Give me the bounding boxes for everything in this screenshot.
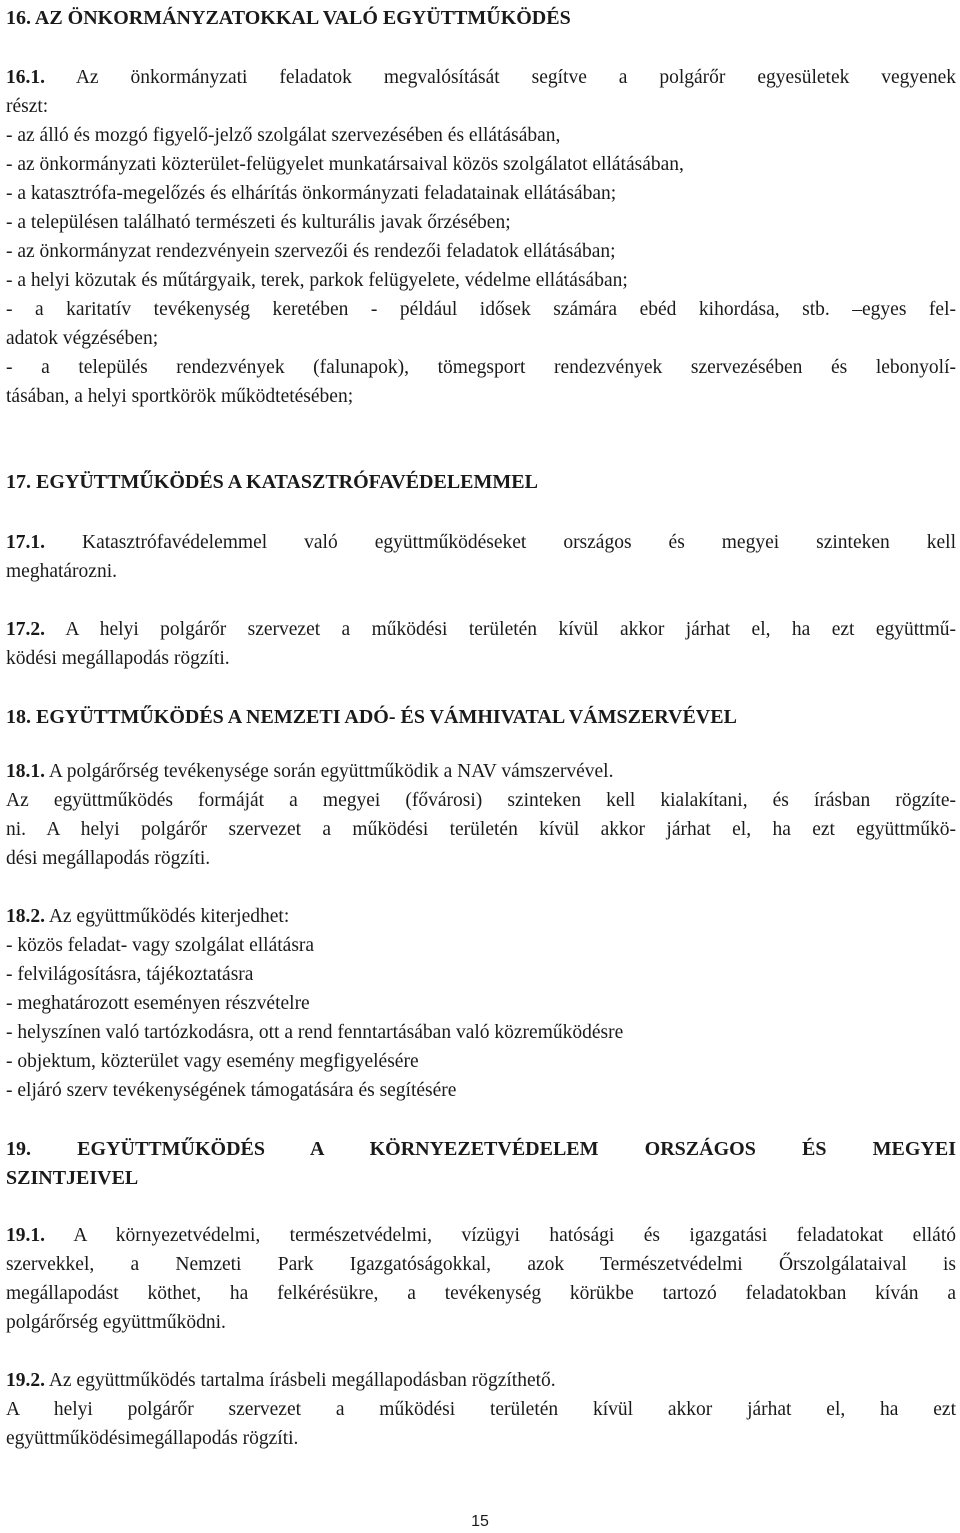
list-item: - eljáró szerv tevékenységének támogatására és segítésére bbox=[6, 1080, 457, 1101]
list-item: - felvilágosításra, tájékoztatásra bbox=[6, 964, 254, 985]
paragraph-18-1-line-1: 18.1. A polgárőrség tevékenysége során együttműködik a NAV vámszervével. bbox=[6, 761, 614, 782]
paragraph-18-1-line-3: ni. A helyi polgárőr szervezet a működési területén kívül akkor járhat el, ha ezt együttműkö- bbox=[6, 819, 956, 840]
paragraph-17-2-line-2: ködési megállapodás rögzíti. bbox=[6, 648, 230, 669]
section-19-title-line-2: SZINTJEIVEL bbox=[6, 1167, 139, 1189]
paragraph-18-2-line-1: 18.2. Az együttműködés kiterjedhet: bbox=[6, 906, 290, 927]
list-item: - a település rendezvények (falunapok), tömegsport rendezvények szervezésében és lebonyolí- bbox=[6, 357, 956, 378]
paragraph-number: 18.1. bbox=[6, 761, 45, 782]
paragraph-19-2-line-1: 19.2. Az együttműködés tartalma írásbeli megállapodásban rögzíthető. bbox=[6, 1370, 556, 1391]
paragraph-17-2-line-1: 17.2. A helyi polgárőr szervezet a működési területén kívül akkor járhat el, ha ezt együttmű- bbox=[6, 619, 956, 640]
list-item: - objektum, közterület vagy esemény megfigyelésére bbox=[6, 1051, 419, 1072]
list-item-continuation: adatok végzésében; bbox=[6, 328, 159, 349]
paragraph-16-1-line-1: 16.1. Az önkormányzati feladatok megvalósítását segítve a polgárőr egyesületek vegyenek bbox=[6, 67, 956, 88]
paragraph-16-1-line-2: részt: bbox=[6, 96, 49, 117]
list-item: - helyszínen való tartózkodásra, ott a rend fenntartásában való közreműködésre bbox=[6, 1022, 624, 1043]
list-item-continuation: tásában, a helyi sportkörök működtetésében; bbox=[6, 386, 354, 407]
paragraph-19-1-line-3: megállapodást köthet, ha felkérésükre, a tevékenység körükbe tartozó feladatokban kíván a bbox=[6, 1283, 956, 1304]
list-item: - a településen található természeti és kulturális javak őrzésében; bbox=[6, 212, 511, 233]
page-number: 15 bbox=[471, 1513, 489, 1530]
paragraph-number: 16.1. bbox=[6, 67, 45, 88]
paragraph-19-1-line-1: 19.1. A környezetvédelmi, természetvédelmi, vízügyi hatósági és igazgatási feladatokat ellátó bbox=[6, 1225, 956, 1246]
paragraph-number: 17.2. bbox=[6, 619, 45, 640]
list-item: - az önkormányzati közterület-felügyelet munkatársaival közös szolgálatot ellátásában, bbox=[6, 154, 684, 175]
list-item: - a katasztrófa-megelőzés és elhárítás önkormányzati feladatainak ellátásában; bbox=[6, 183, 617, 204]
list-item: - meghatározott eseményen részvételre bbox=[6, 993, 310, 1014]
paragraph-number: 19.1. bbox=[6, 1225, 45, 1246]
list-item: - a karitatív tevékenység keretében - például idősek számára ebéd kihordása, stb. –egyes fel- bbox=[6, 299, 956, 320]
paragraph-17-1-line-1: 17.1. Katasztrófavédelemmel való együttműködéseket országos és megyei szinteken kell bbox=[6, 532, 957, 553]
list-item: - az önkormányzat rendezvényein szervezői és rendezői feladatok ellátásában; bbox=[6, 241, 616, 262]
paragraph-19-1-line-4: polgárőrség együttműködni. bbox=[6, 1312, 226, 1333]
paragraph-17-1-line-2: meghatározni. bbox=[6, 561, 117, 582]
paragraph-18-1-line-2: Az együttműködés formáját a megyei (fővárosi) szinteken kell kialakítani, és írásban rögzíte- bbox=[6, 790, 956, 811]
paragraph-number: 18.2. bbox=[6, 906, 45, 927]
paragraph-19-2-line-3: együttműködésimegállapodás rögzíti. bbox=[6, 1428, 299, 1449]
paragraph-19-2-line-2: A helyi polgárőr szervezet a működési területén kívül akkor járhat el, ha ezt bbox=[6, 1399, 956, 1420]
list-item: - a helyi közutak és műtárgyaik, terek, parkok felügyelete, védelme ellátásában; bbox=[6, 270, 628, 291]
paragraph-number: 19.2. bbox=[6, 1370, 45, 1391]
list-item: - közös feladat- vagy szolgálat ellátásra bbox=[6, 935, 315, 956]
section-16-title: 16. AZ ÖNKORMÁNYZATOKKAL VALÓ EGYÜTTMŰKÖDÉS bbox=[6, 7, 571, 29]
section-17-title: 17. EGYÜTTMŰKÖDÉS A KATASZTRÓFAVÉDELEMMEL bbox=[6, 471, 538, 493]
paragraph-18-1-line-4: dési megállapodás rögzíti. bbox=[6, 848, 211, 869]
paragraph-number: 17.1. bbox=[6, 532, 45, 553]
list-item: - az álló és mozgó figyelő-jelző szolgálat szervezésében és ellátásában, bbox=[6, 125, 561, 146]
section-18-title: 18. EGYÜTTMŰKÖDÉS A NEMZETI ADÓ- ÉS VÁMHIVATAL VÁMSZERVÉVEL bbox=[6, 706, 737, 728]
section-19-title-line-1: 19. EGYÜTTMŰKÖDÉS A KÖRNYEZETVÉDELEM ORSZÁGOS ÉS MEGYEI bbox=[6, 1138, 956, 1160]
paragraph-19-1-line-2: szervekkel, a Nemzeti Park Igazgatóságokkal, azok Természetvédelmi Őrszolgálataival is bbox=[6, 1254, 956, 1275]
